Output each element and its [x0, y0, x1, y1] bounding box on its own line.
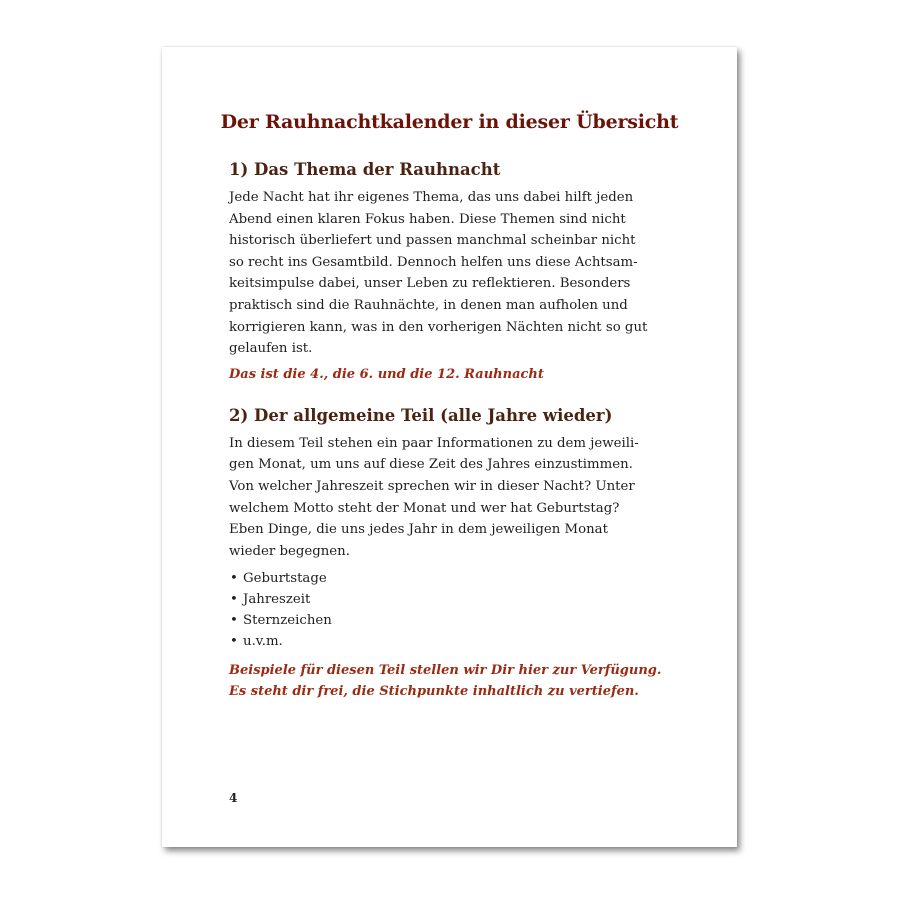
bullet-icon: •: [230, 571, 238, 587]
body-line: Von welcher Jahreszeit sprechen wir in dieser Nacht? Unter: [229, 478, 635, 494]
section-theme: [229, 159, 674, 385]
section-theme-body: [229, 187, 674, 360]
body-line: Abend einen klaren Fokus haben. Diese Themen sind nicht: [229, 211, 626, 227]
note-line: Beispiele für diesen Teil stellen wir Dir hier zur Verfügung.: [229, 663, 662, 679]
list-item: [229, 568, 674, 589]
body-line: so recht ins Gesamtbild. Dennoch helfen uns diese Achtsam-: [229, 254, 638, 270]
bullet-icon: •: [230, 592, 238, 608]
page-content: [229, 159, 674, 702]
list-item-text: Sternzeichen: [243, 613, 332, 629]
section-general-note: [229, 660, 674, 702]
body-line: Eben Dinge, die uns jedes Jahr in dem jeweiligen Monat: [229, 522, 608, 538]
list-item: [229, 589, 674, 610]
list-item-text: Jahreszeit: [243, 592, 311, 608]
list-item-text: u.v.m.: [243, 634, 283, 650]
body-line: keitsimpulse dabei, unser Leben zu reflektieren. Besonders: [229, 276, 631, 292]
section-general-heading: 2) Der allgemeine Teil (alle Jahre wieder): [229, 405, 613, 425]
body-line: historisch überliefert und passen manchmal scheinbar nicht: [229, 233, 636, 249]
section-general-body: [229, 433, 674, 563]
list-item-text: Geburtstage: [243, 571, 327, 587]
note-line: Es steht dir frei, die Stichpunkte inhaltlich zu vertiefen.: [229, 684, 639, 700]
bullet-icon: •: [230, 613, 238, 629]
list-item: [229, 610, 674, 631]
section-theme-note: Das ist die 4., die 6. und die 12. Rauhnacht: [229, 366, 544, 382]
body-line: korrigieren kann, was in den vorherigen Nächten nicht so gut: [229, 319, 648, 335]
document-page: [162, 47, 737, 847]
body-line: In diesem Teil stehen ein paar Informationen zu dem jeweili-: [229, 435, 639, 451]
body-line: wieder begegnen.: [229, 543, 350, 559]
body-line: gelaufen ist.: [229, 341, 313, 357]
bullet-icon: •: [230, 634, 238, 650]
body-line: gen Monat, um uns auf diese Zeit des Jahres einzustimmen.: [229, 457, 633, 473]
list-item: [229, 631, 674, 652]
section-theme-heading: 1) Das Thema der Rauhnacht: [229, 160, 501, 179]
body-line: praktisch sind die Rauhnächte, in denen man aufholen und: [229, 297, 628, 313]
page-number: 4: [229, 791, 238, 805]
page-title: Der Rauhnachtkalender in dieser Übersicht: [220, 111, 679, 133]
body-line: Jede Nacht hat ihr eigenes Thema, das uns dabei hilft jeden: [229, 190, 634, 205]
bullet-list: [229, 568, 674, 652]
section-general: [229, 405, 674, 703]
body-line: welchem Motto steht der Monat und wer hat Geburtstag?: [229, 500, 620, 516]
